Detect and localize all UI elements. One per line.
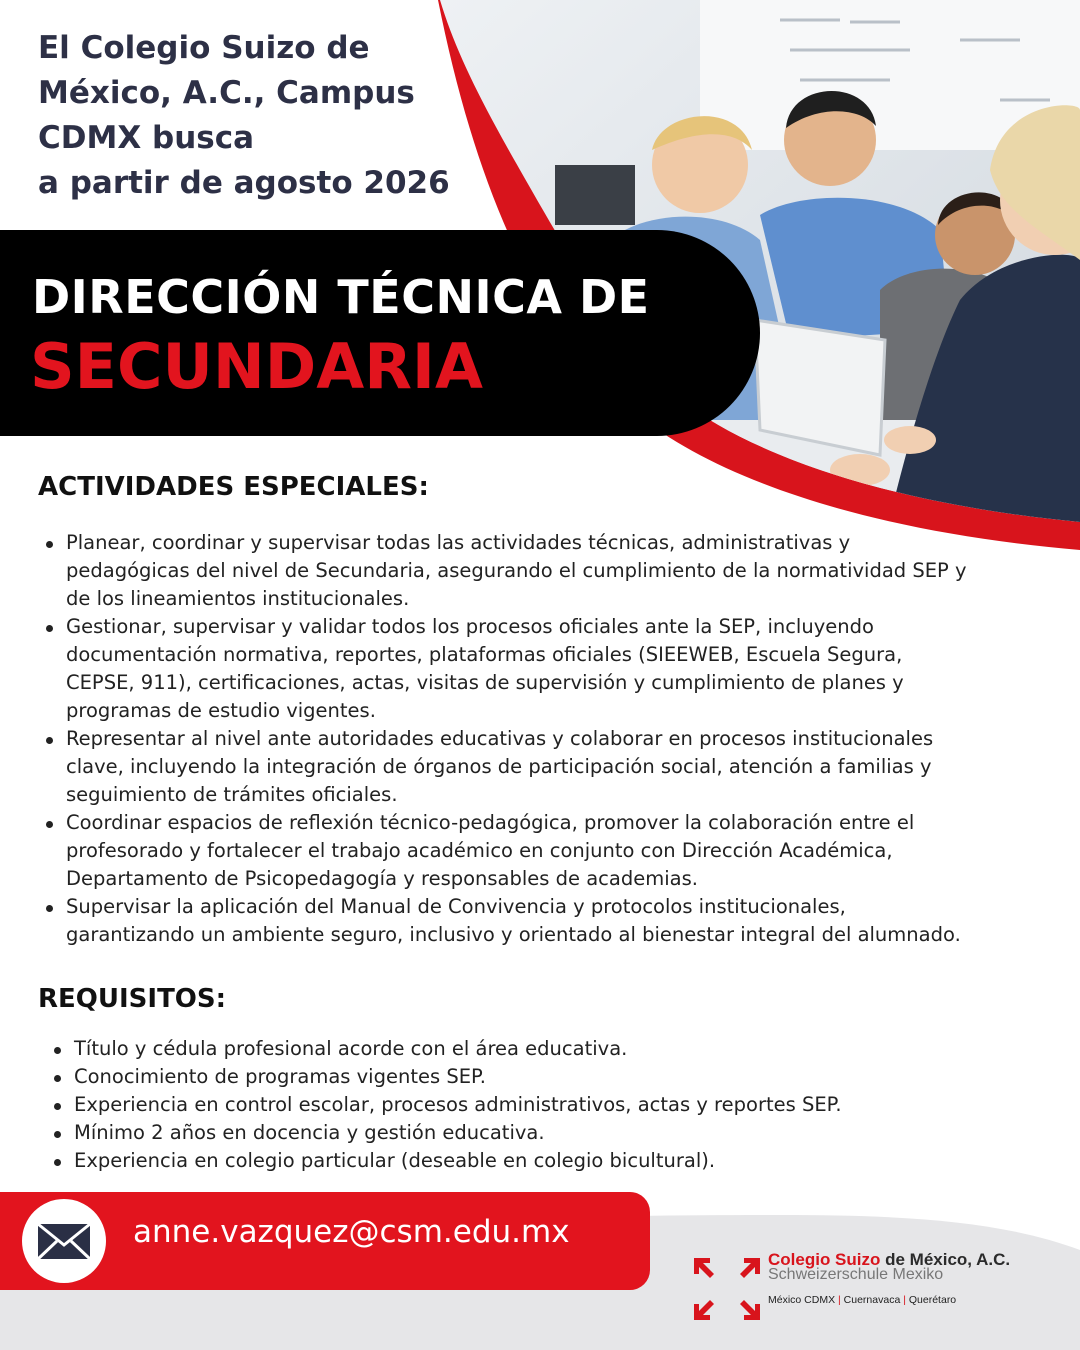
intro-line: México, A.C., Campus: [38, 75, 415, 111]
list-item: Representar al nivel ante autoridades educativas y colaborar en procesos institucionales clave, incluyendo la integración de órganos de participación social, atención a familias y seguimiento de trámites oficiales.: [40, 725, 970, 809]
intro-line: a partir de agosto 2026: [38, 165, 450, 201]
campus-list: [768, 1294, 956, 1306]
intro-text: [38, 26, 458, 206]
requirements-heading: REQUISITOS:: [38, 984, 227, 1014]
school-logo-icon: [692, 1254, 762, 1324]
list-item: Gestionar, supervisar y validar todos los procesos oficiales ante la SEP, incluyendo documentación normativa, reportes, plataformas oficiales (SIEEWEB, Escuela Segura, CEPSE, 911), certificaciones, actas, visitas de supervisión y cumplimiento de planes y programas de estudio vigentes.: [40, 613, 970, 725]
campus-item: Querétaro: [908, 1294, 957, 1306]
contact-email-link[interactable]: anne.vazquez@csm.edu.mx: [133, 1214, 570, 1250]
intro-line: CDMX busca: [38, 120, 255, 156]
list-item: Mínimo 2 años en docencia y gestión educativa.: [48, 1119, 948, 1147]
campus-separator: |: [903, 1294, 906, 1306]
activities-list: [40, 529, 970, 949]
school-name-dark: de México, A.C.: [880, 1250, 1011, 1269]
mail-icon-circle: [22, 1199, 106, 1283]
position-title-line2: SECUNDARIA: [30, 330, 483, 403]
list-item: Título y cédula profesional acorde con el área educativa.: [48, 1035, 948, 1063]
list-item: Planear, coordinar y supervisar todas las actividades técnicas, administrativas y pedagógicas del nivel de Secundaria, asegurando el cumplimiento de la normatividad SEP y de los lineamientos institucionales.: [40, 529, 970, 613]
activities-heading: ACTIVIDADES ESPECIALES:: [38, 472, 429, 502]
list-item: Supervisar la aplicación del Manual de Convivencia y protocolos institucionales, garantizando un ambiente seguro, inclusivo y orientado al bienestar integral del alumnado.: [40, 893, 970, 949]
position-title-line1: DIRECCIÓN TÉCNICA DE: [32, 270, 650, 324]
intro-line: El Colegio Suizo de: [38, 30, 370, 66]
list-item: Coordinar espacios de reflexión técnico-pedagógica, promover la colaboración entre el profesorado y fortalecer el trabajo académico en conjunto con Dirección Académica, Departamento de Psicopedagogía y responsables de academias.: [40, 809, 970, 893]
campus-item: México CDMX: [768, 1294, 836, 1306]
campus-item: Cuernavaca: [843, 1294, 901, 1306]
school-name-red: Colegio Suizo: [768, 1250, 881, 1269]
envelope-icon: [22, 1199, 106, 1283]
requirements-list: [48, 1035, 948, 1175]
list-item: Conocimiento de programas vigentes SEP.: [48, 1063, 948, 1091]
list-item: Experiencia en control escolar, procesos administrativos, actas y reportes SEP.: [48, 1091, 948, 1119]
campus-separator: |: [838, 1294, 841, 1306]
school-subtitle: Schweizerschule Mexiko: [768, 1266, 944, 1283]
list-item: Experiencia en colegio particular (deseable en colegio bicultural).: [48, 1147, 948, 1175]
